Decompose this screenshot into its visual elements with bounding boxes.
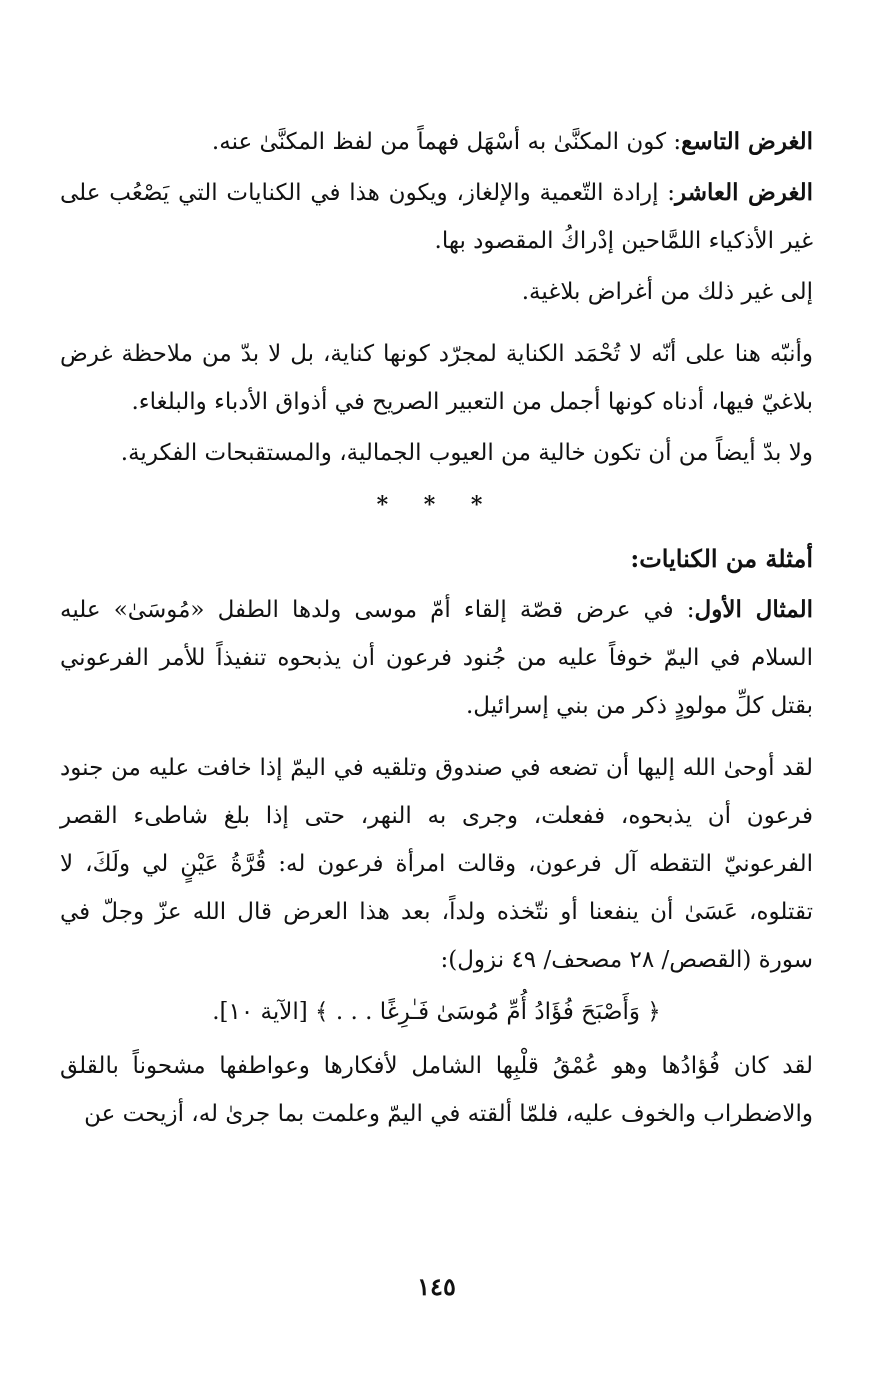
purpose-ten-label: الغرض العاشر [675,179,813,206]
story-paragraph: لقد أوحىٰ الله إليها أن تضعه في صندوق وتلقيه في اليمّ إذا خافت عليه من جنود فرعون أن يذبحوه، ففعلت، وجرى به النهر، حتى إذا بلغ شاطىء القصر الفرعونيّ التقطه آل فرعون، وقالت امرأة فرعون له: قُرَّةُ عَيْنٍ لي ولَكَ، لا تقتلوه، عَسَىٰ أن ينفعنا أو نتّخذه ولداً، بعد هذا العرض قال الله عزّ وجلّ في سورة (القصص/ ٢٨ مصحف/ ٤٩ نزول): [60,755,813,973]
examples-heading: أمثلة من الكنايات: [630,544,813,573]
purpose-nine-paragraph [60,118,813,166]
page-number: ١٤٥ [417,1272,456,1301]
verse-reference: [الآية ١٠]. [212,999,308,1025]
verse-text: ﴿ وَأَصْبَحَ فُؤَادُ أُمِّ مُوسَىٰ فَـٰرِغًا . . . ﴾ [315,999,661,1025]
quran-verse [60,988,813,1036]
example-one-text: : في عرض قصّة إلقاء أمّ موسى ولدها الطفل «مُوسَىٰ» عليه السلام في اليمّ خوفاً عليه من جُنود فرعون أن يذبحوه تنفيذاً للأمر الفرعوني بقتل كلِّ مولودٍ ذكر من بني إسرائيل. [60,597,813,719]
purpose-nine-text: : كون المكنَّىٰ به أسْهَل فهماً من لفظ المكنَّىٰ عنه. [211,129,682,155]
section-separator: * * * [376,492,497,518]
explanation-paragraph: لقد كان فُؤادُها وهو عُمْقُ قلْبِها الشامل لأفكارها وعواطفها مشحوناً بالقلق والاضطراب والخوف عليه، فلمّا ألقته في اليمّ وعلمت بما جرىٰ له، أزيحت عن [60,1053,813,1127]
page-body [60,118,813,1376]
note-paragraph-1: وأنبّه هنا على أنّه لا تُحْمَد الكناية لمجرّد كونها كناية، بل لا بدّ من ملاحظة غرض بلاغيّ فيها، أدناه كونها أجمل من التعبير الصريح في أذواق الأدباء والبلغاء. [60,341,813,415]
purpose-nine-label: الغرض التاسع [681,128,813,155]
purpose-ten-paragraph [60,169,813,265]
example-one-paragraph [60,586,813,730]
example-one-label: المثال الأول [694,596,814,623]
other-purposes-paragraph: إلى غير ذلك من أغراض بلاغية. [521,279,813,305]
note-paragraph-2: ولا بدّ أيضاً من أن تكون خالية من العيوب الجمالية، والمستقبحات الفكرية. [120,440,813,466]
purpose-ten-text: : إرادة التّعمية والإلغاز، ويكون هذا في الكنايات التي يَصْعُب على غير الأذكياء اللمَّاحين إدْراكُ المقصود بها. [60,180,813,254]
